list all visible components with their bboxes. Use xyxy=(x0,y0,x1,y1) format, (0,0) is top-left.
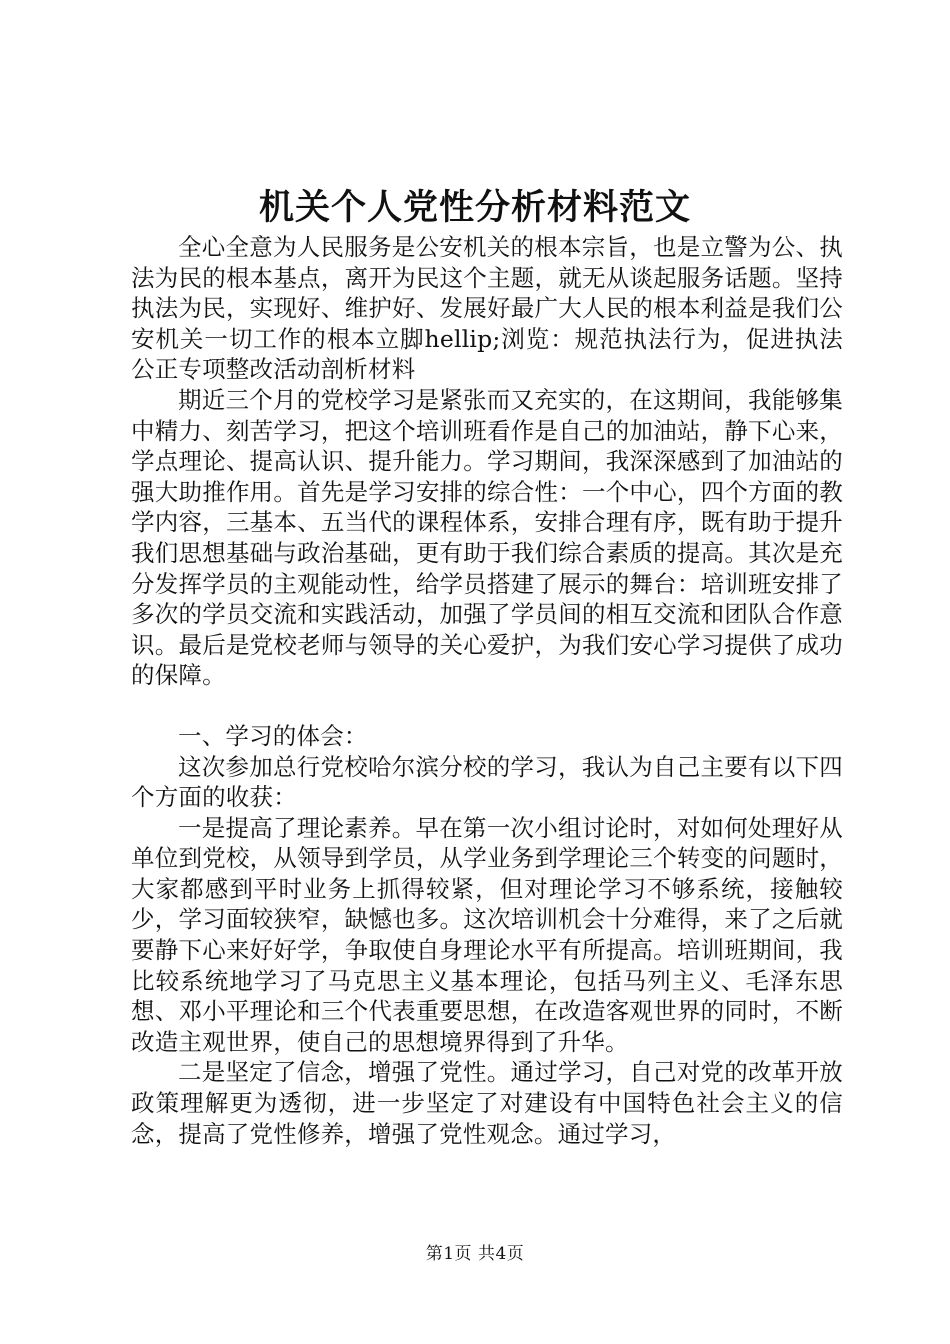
paragraph-point-one: 一是提高了理论素养。早在第一次小组讨论时，对如何处理好从单位到党校，从领导到学员，从学业务到学理论三个转变的问题时，大家都感到平时业务上抓得较紧，但对理论学习不够系统，接触较少，学习面较狭窄，缺憾也多。这次培训机会十分难得，来了之后就要静下心来好好学，争取使自身理论水平有所提高。培训班期间，我比较系统地学习了马克思主义基本理论，包括马列主义、毛泽东思想、邓小平理论和三个代表重要思想，在改造客观世界的同时，不断改造主观世界，使自己的思想境界得到了升华。 xyxy=(131,813,843,1056)
paragraph-point-two: 二是坚定了信念，增强了党性。通过学习，自己对党的改革开放政策理解更为透彻，进一步坚定了对建设有中国特色社会主义的信念，提高了党性修养，增强了党性观念。通过学习， xyxy=(131,1058,843,1148)
paragraph-study-summary: 期近三个月的党校学习是紧张而又充实的，在这期间，我能够集中精力、刻苦学习，把这个培训班看作是自己的加油站，静下心来，学点理论、提高认识、提升能力。学习期间，我深深感到了加油站的强大助推作用。首先是学习安排的综合性：一个中心，四个方面的教学内容，三基本、五当代的课程体系，安排合理有序，既有助于提升我们思想基础与政治基础，更有助于我们综合素质的提高。其次是充分发挥学员的主观能动性，给学员搭建了展示的舞台：培训班安排了多次的学员交流和实践活动，加强了学员间的相互交流和团队合作意识。最后是党校老师与领导的关心爱护，为我们安心学习提供了成功的保障。 xyxy=(131,385,843,690)
document-title: 机关个人党性分析材料范文 xyxy=(258,187,691,228)
paragraph-harvest-intro: 这次参加总行党校哈尔滨分校的学习，我认为自己主要有以下四个方面的收获： xyxy=(131,752,843,812)
document-body xyxy=(131,232,843,1149)
section-heading-experience: 一、学习的体会： xyxy=(178,721,368,750)
page-number-footer: 第1页 共4页 xyxy=(425,1244,525,1264)
paragraph-intro: 全心全意为人民服务是公安机关的根本宗旨，也是立警为公、执法为民的根本基点，离开为民这个主题，就无从谈起服务话题。坚持执法为民，实现好、维护好、发展好最广大人民的根本利益是我们公安机关一切工作的根本立脚hellip;浏览：规范执法行为，促进执法公正专项整改活动剖析材料 xyxy=(131,233,843,384)
